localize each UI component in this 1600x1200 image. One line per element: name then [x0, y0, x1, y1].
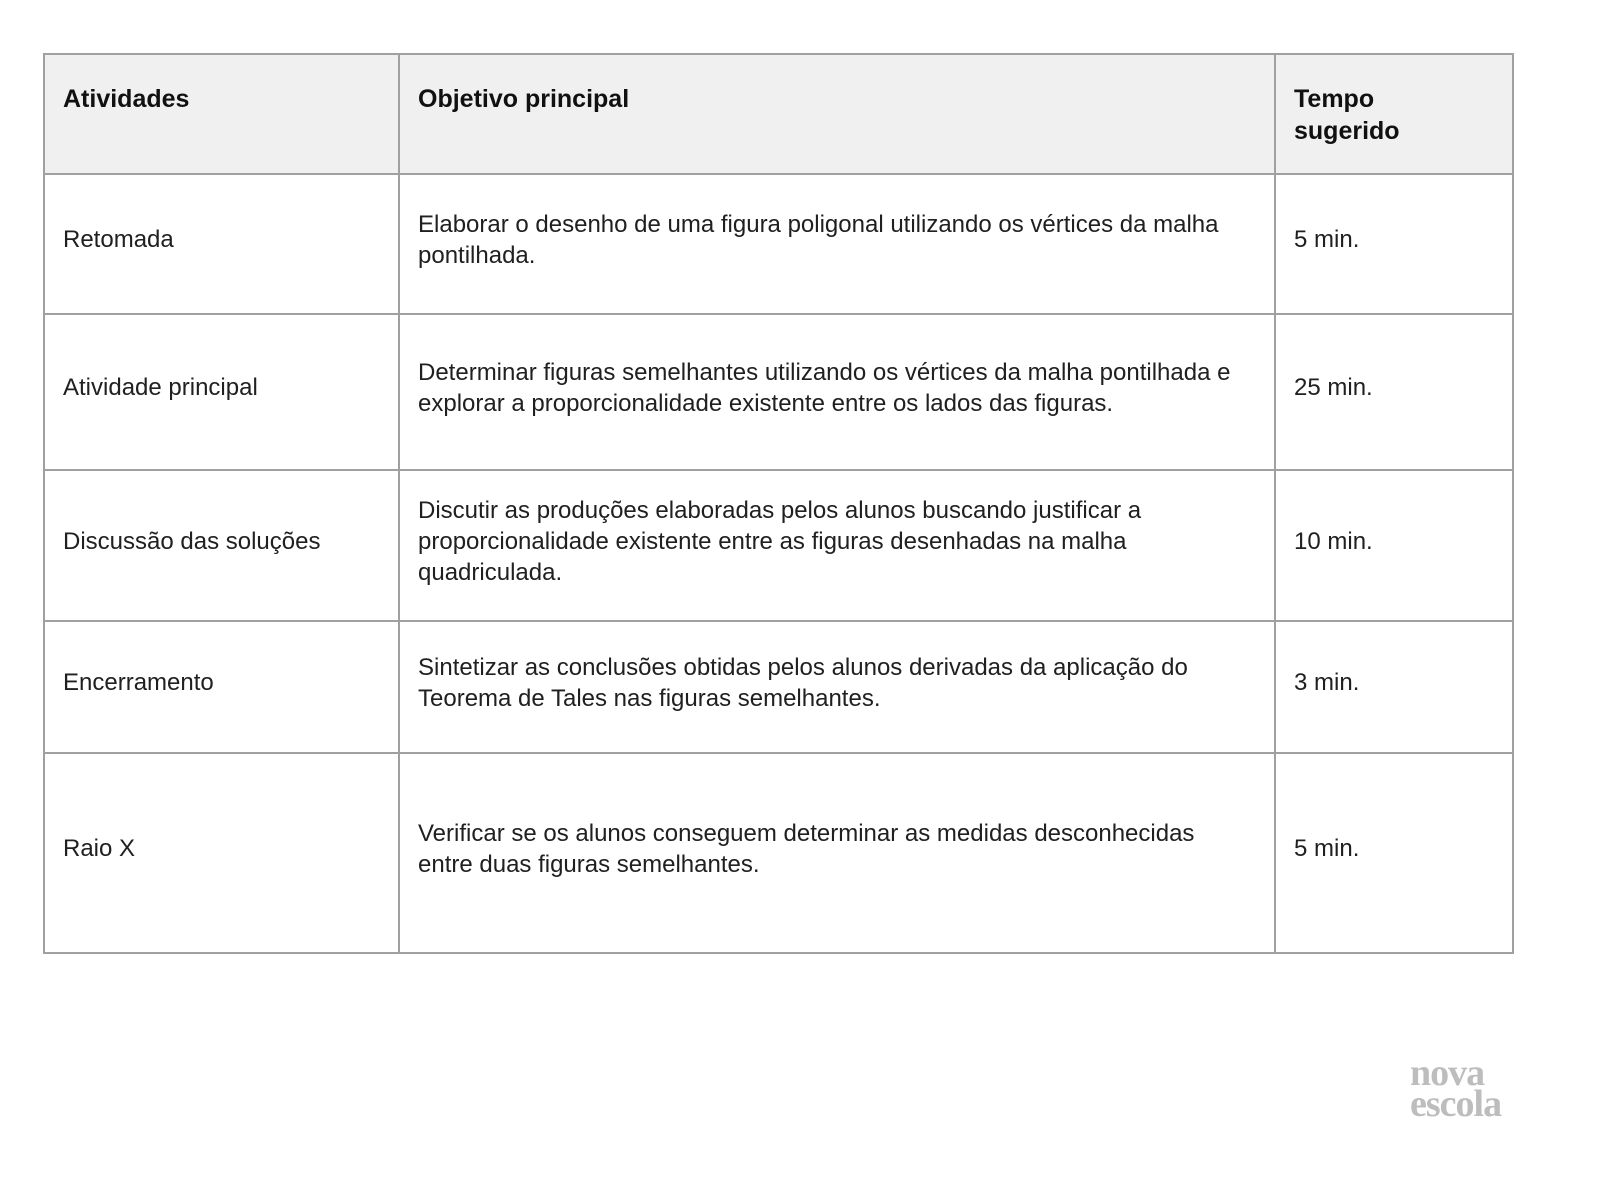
cell-tempo: 25 min.	[1275, 314, 1513, 470]
nova-escola-logo	[1410, 1052, 1502, 1126]
cell-atividade: Discussão das soluções	[44, 470, 399, 621]
table-row	[44, 621, 1513, 753]
header-label: Tempo sugerido	[1294, 85, 1400, 145]
cell-atividade: Retomada	[44, 174, 399, 314]
cell-objetivo: Discutir as produções elaboradas pelos alunos buscando justificar a proporcionalidade existente entre as figuras desenhadas na malha quadriculada.	[399, 470, 1275, 621]
table-header-row	[44, 54, 1513, 174]
cell-objetivo: Sintetizar as conclusões obtidas pelos alunos derivadas da aplicação do Teorema de Tales nas figuras semelhantes.	[399, 621, 1275, 753]
cell-tempo: 3 min.	[1275, 621, 1513, 753]
header-label: Objetivo principal	[418, 85, 630, 113]
logo-line-escola: escola	[1410, 1083, 1502, 1126]
header-label: Atividades	[63, 85, 190, 113]
table-row	[44, 314, 1513, 470]
table-row	[44, 174, 1513, 314]
table-header-tempo	[1275, 54, 1513, 174]
cell-atividade: Atividade principal	[44, 314, 399, 470]
logo-line-nova: nova	[1410, 1052, 1485, 1094]
cell-objetivo: Verificar se os alunos conseguem determinar as medidas desconhecidas entre duas figuras semelhantes.	[399, 753, 1275, 953]
cell-atividade: Encerramento	[44, 621, 399, 753]
cell-objetivo: Elaborar o desenho de uma figura poligonal utilizando os vértices da malha pontilhada.	[399, 174, 1275, 314]
table-row	[44, 470, 1513, 621]
cell-tempo: 10 min.	[1275, 470, 1513, 621]
activity-plan-table	[43, 53, 1514, 954]
cell-atividade: Raio X	[44, 753, 399, 953]
cell-tempo: 5 min.	[1275, 174, 1513, 314]
table-header-objetivo	[399, 54, 1275, 174]
cell-objetivo: Determinar figuras semelhantes utilizando os vértices da malha pontilhada e explorar a proporcionalidade existente entre os lados das figuras.	[399, 314, 1275, 470]
table-row	[44, 753, 1513, 953]
cell-tempo: 5 min.	[1275, 753, 1513, 953]
table-header-atividades	[44, 54, 399, 174]
